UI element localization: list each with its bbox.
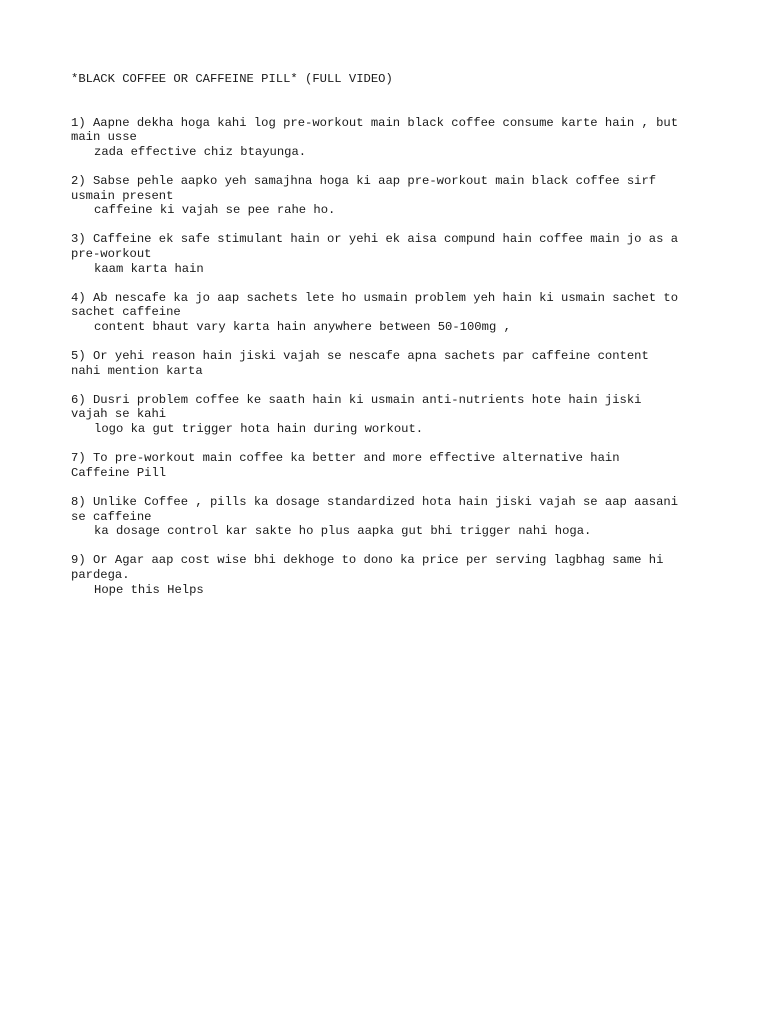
item-line-wrap: usmain present	[71, 188, 174, 203]
item-line-wrap: sachet caffeine	[71, 305, 181, 320]
list-item-8	[71, 495, 711, 539]
document-page	[71, 72, 711, 612]
item-line: 3) Caffeine ek safe stimulant hain or yehi ek aisa compund hain coffee main jo as a	[71, 232, 679, 247]
item-line: 1) Aapne dekha hoga kahi log pre-workout main black coffee consume karte hain , but	[71, 115, 679, 130]
item-continuation: logo ka gut trigger hota hain during workout.	[94, 422, 424, 437]
item-continuation: Hope this Helps	[94, 582, 204, 597]
list-item-9	[71, 553, 711, 597]
list-item-5	[71, 349, 711, 378]
item-line: 8) Unlike Coffee , pills ka dosage standardized hota hain jiski vajah se aap aasani	[71, 495, 679, 510]
item-continuation: ka dosage control kar sakte ho plus aapka gut bhi trigger nahi hoga.	[94, 524, 592, 539]
item-line-wrap: se caffeine	[71, 509, 152, 524]
item-line: 7) To pre-workout main coffee ka better and more effective alternative hain	[71, 451, 620, 466]
item-line-wrap: vajah se kahi	[71, 407, 167, 422]
item-line-wrap: pre-workout	[71, 246, 152, 261]
document-title: *BLACK COFFEE OR CAFFEINE PILL* (FULL VIDEO)	[71, 72, 393, 86]
item-line-wrap: pardega.	[71, 568, 130, 582]
list-item-3	[71, 232, 711, 276]
item-line: 9) Or Agar aap cost wise bhi dekhoge to dono ka price per serving lagbhag same hi	[71, 553, 664, 568]
item-line-wrap: Caffeine Pill	[71, 465, 167, 480]
item-line-wrap: nahi mention karta	[71, 363, 203, 378]
item-line: 2) Sabse pehle aapko yeh samajhna hoga ki aap pre-workout main black coffee sirf	[71, 173, 657, 188]
list-item-6	[71, 393, 711, 437]
list-item-7	[71, 451, 711, 480]
item-continuation: caffeine ki vajah se pee rahe ho.	[94, 203, 336, 218]
item-continuation: kaam karta hain	[94, 261, 204, 276]
item-line: 5) Or yehi reason hain jiski vajah se nescafe apna sachets par caffeine content	[71, 349, 649, 364]
list-item-4	[71, 291, 711, 335]
list-item-1	[71, 116, 711, 160]
list-item-2	[71, 174, 711, 218]
item-line: 6) Dusri problem coffee ke saath hain ki usmain anti-nutrients hote hain jiski	[71, 392, 642, 407]
item-continuation: zada effective chiz btayunga.	[94, 144, 307, 159]
item-line-wrap: main usse	[71, 130, 137, 145]
item-continuation: content bhaut vary karta hain anywhere between 50-100mg ,	[94, 319, 511, 334]
item-line: 4) Ab nescafe ka jo aap sachets lete ho usmain problem yeh hain ki usmain sachet to	[71, 290, 679, 305]
